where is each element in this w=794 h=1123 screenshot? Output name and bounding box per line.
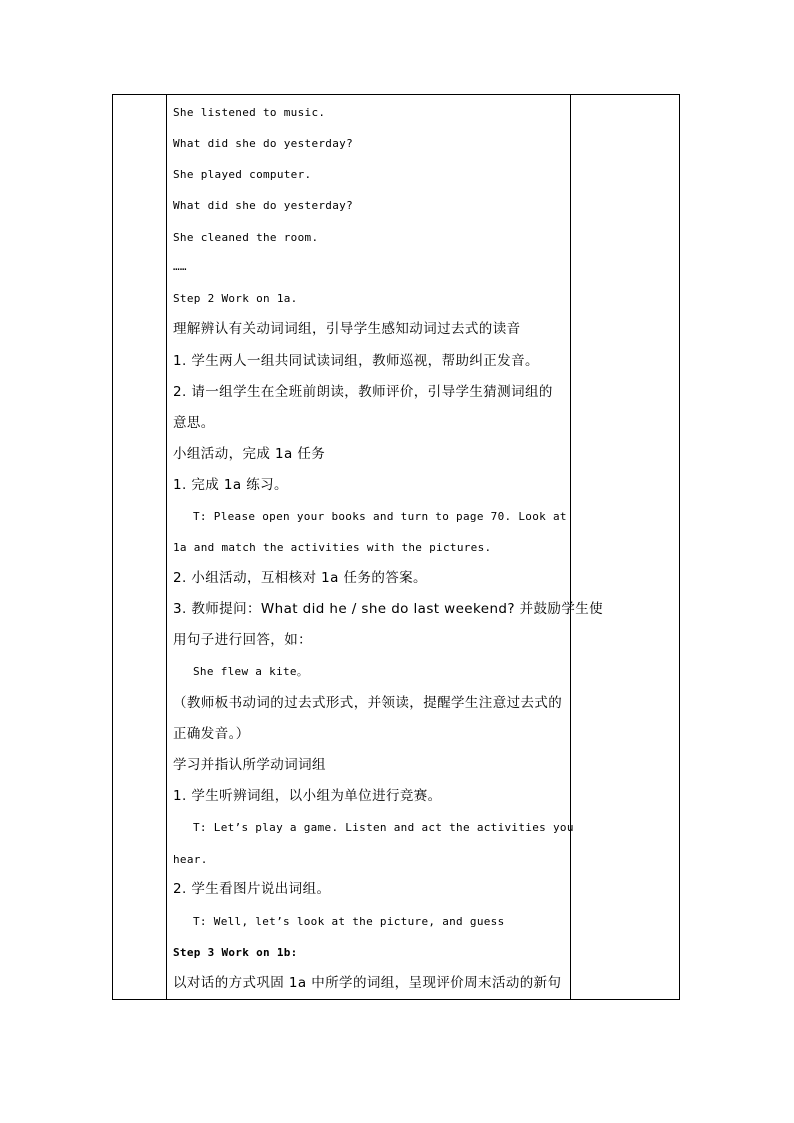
text-line: hear. [173,853,208,866]
text-line: 2. 学生看图片说出词组。 [173,881,331,897]
text-line: What did she do yesterday? [173,137,353,150]
text-line: 1. 学生听辨词组，以小组为单位进行竞赛。 [173,788,442,804]
text-line: 用句子进行回答，如： [173,632,312,648]
text-line: 1. 完成 1a 练习。 [173,477,288,493]
text-line: 2. 请一组学生在全班前朗读，教师评价，引导学生猜测词组的 [173,384,553,400]
step-heading: Step 2 Work on 1a. [173,292,298,305]
column-divider-left [166,95,167,999]
text-line: 小组活动，完成 1a 任务 [173,446,326,462]
text-line: She played computer. [173,168,312,181]
text-line: 1. 学生两人一组共同试读词组，教师巡视，帮助纠正发音。 [173,353,539,369]
text-line: She flew a kite。 [193,665,309,678]
text-line: T: Let’s play a game. Listen and act the activities you [193,821,574,834]
text-line: 意思。 [173,415,215,431]
text-line: 理解辨认有关动词词组，引导学生感知动词过去式的读音 [173,321,521,337]
text-line: 1a and match the activities with the pictures. [173,541,492,554]
text-line: 以对话的方式巩固 1a 中所学的词组，呈现评价周末活动的新句 [173,975,562,991]
text-line: What did she do yesterday? [173,199,353,212]
text-line: She listened to music. [173,106,326,119]
text-line: 学习并指认所学动词词组 [173,757,326,773]
lesson-table [112,94,680,1000]
ellipsis: …… [173,260,187,273]
text-line: 3. 教师提问：What did he / she do last weekend? 并鼓励学生使 [173,601,604,617]
text-line: She cleaned the room. [173,231,319,244]
text-line: 2. 小组活动，互相核对 1a 任务的答案。 [173,570,427,586]
text-line: T: Well, let’s look at the picture, and guess [193,915,505,928]
column-divider-right [570,95,571,999]
step-heading: Step 3 Work on 1b: [173,946,298,959]
text-line: 正确发音。） [173,726,250,742]
text-line: T: Please open your books and turn to page 70. Look at [193,510,567,523]
text-line: （教师板书动词的过去式形式，并领读，提醒学生注意过去式的 [173,695,563,711]
